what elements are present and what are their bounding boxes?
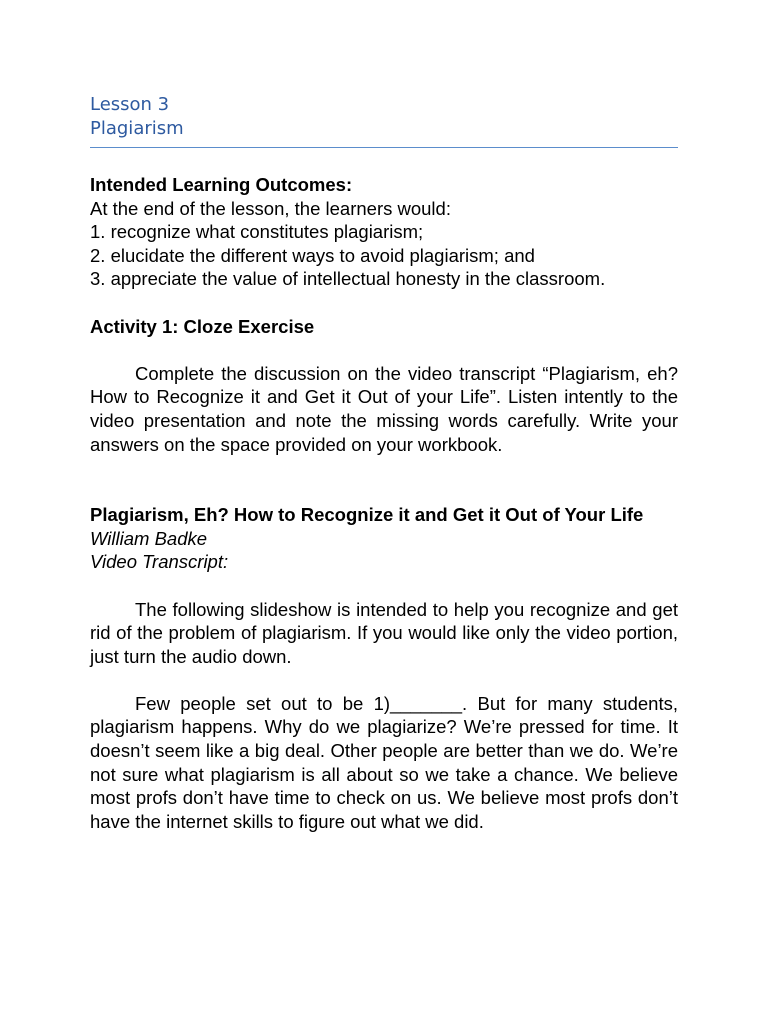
outcome-item: 2. elucidate the different ways to avoid plagiarism; and (90, 244, 535, 266)
lesson-number: Lesson 3 (90, 94, 170, 115)
activity-instructions: Complete the discussion on the video transcript “Plagiarism, eh? How to Recognize it and Get it Out of your Life”. Listen intently to the video presentation and note the missing words carefully. Write your answers on the space provided on your workbook. (90, 362, 678, 455)
transcript-title: Plagiarism, Eh? How to Recognize it and Get it Out of Your Life (90, 504, 644, 526)
outcome-item: 1. recognize what constitutes plagiarism; (90, 221, 424, 243)
transcript-paragraph: Few people set out to be 1)_______. But for many students, plagiarism happens. Why do we plagiarize? We’re pressed for time. It doesn’t seem like a big deal. Other people are better than we do. We’re not sure what plagiarism is all about so we take a chance. We believe most profs don’t have time to check on us. We believe most profs don’t have the internet skills to figure out what we did. (90, 692, 678, 832)
document-page (90, 93, 678, 833)
header-divider (90, 147, 678, 148)
learning-outcomes-section (90, 173, 678, 291)
transcript-paragraph: The following slideshow is intended to help you recognize and get rid of the problem of plagiarism. If you would like only the video portion, just turn the audio down. (90, 598, 678, 667)
outcomes-intro: At the end of the lesson, the learners would: (90, 197, 451, 219)
activity-heading: Activity 1: Cloze Exercise (90, 315, 315, 337)
transcript-author: William Badke (90, 527, 208, 549)
outcomes-heading: Intended Learning Outcomes: (90, 174, 353, 195)
lesson-title: Plagiarism (90, 118, 184, 139)
transcript-header (90, 503, 678, 574)
transcript-label: Video Transcript: (90, 551, 229, 573)
outcome-item: 3. appreciate the value of intellectual honesty in the classroom. (90, 268, 606, 290)
